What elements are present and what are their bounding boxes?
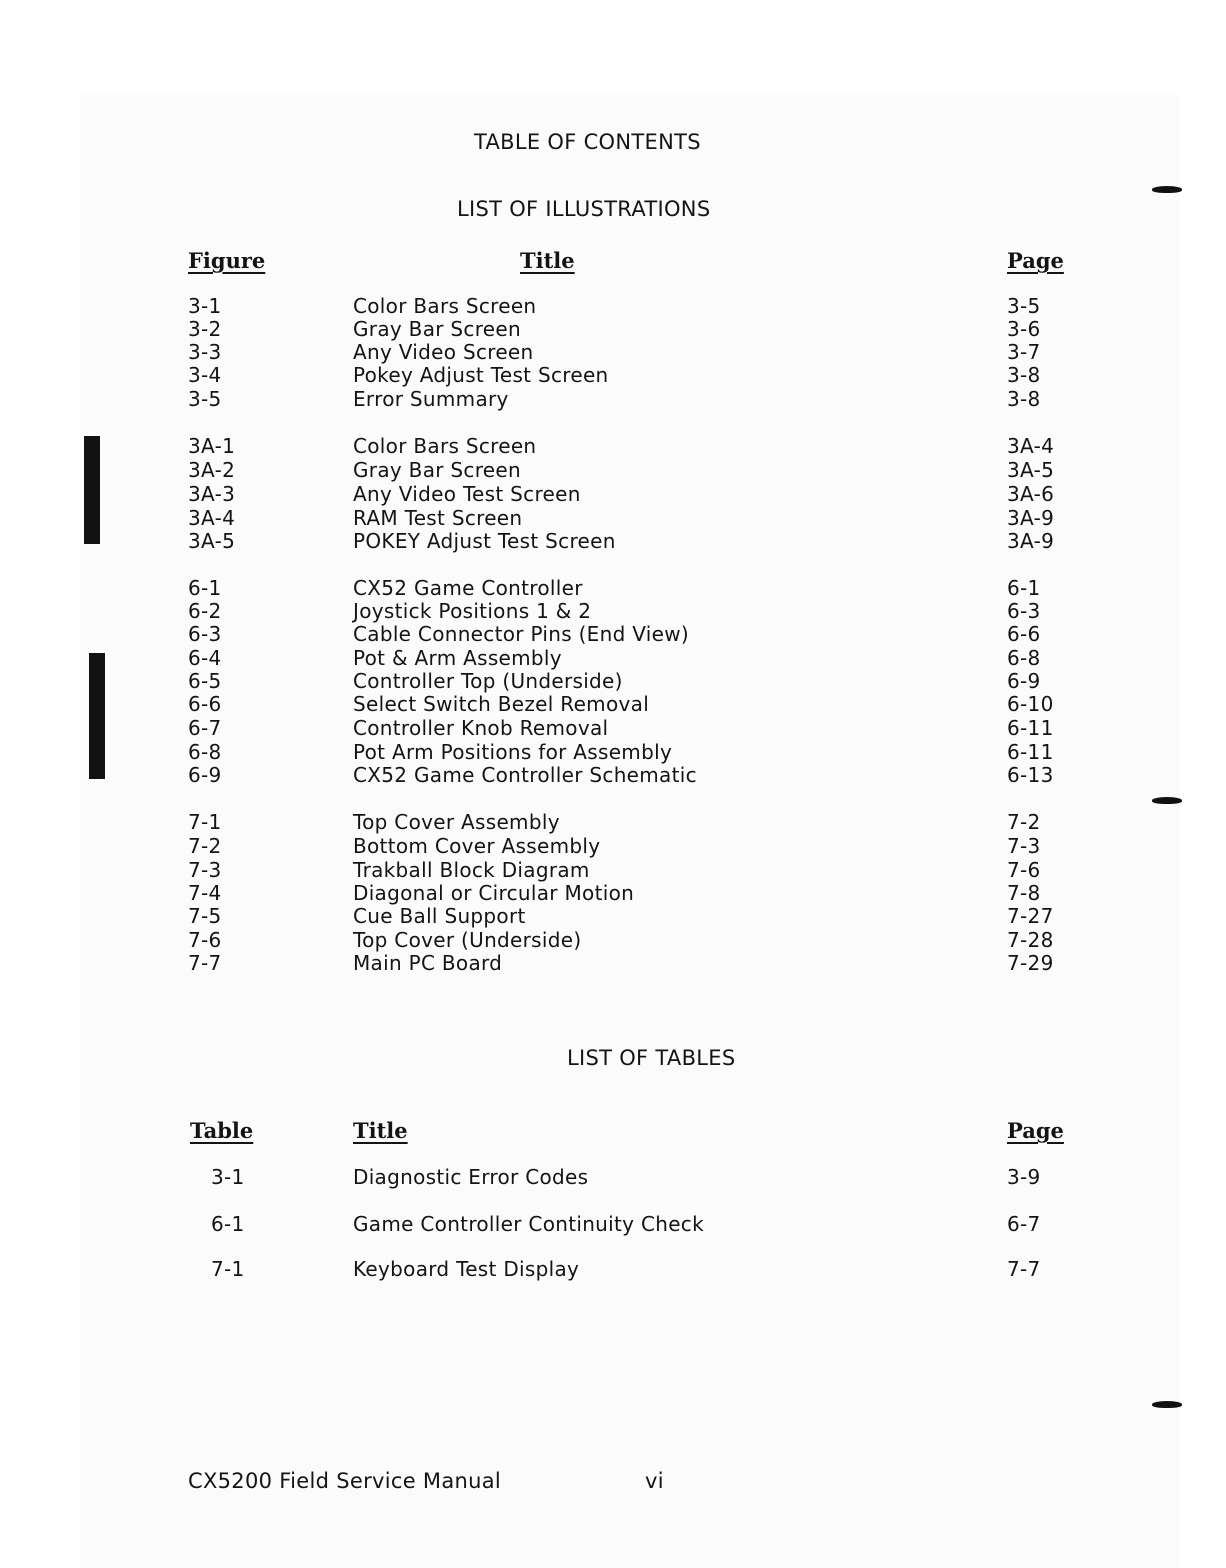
figure-number: 7-3 (188, 858, 222, 882)
figure-title: Main PC Board (353, 951, 503, 975)
list-item (0, 434, 1226, 458)
table-page: 6-7 (1007, 1212, 1041, 1236)
list-item (0, 482, 1226, 506)
figure-title: Any Video Test Screen (353, 482, 581, 506)
figure-page: 3A-5 (1007, 458, 1055, 482)
illustrations-heading: LIST OF ILLUSTRATIONS (457, 197, 711, 221)
table-title: Keyboard Test Display (353, 1257, 580, 1281)
figure-page: 7-27 (1007, 904, 1054, 928)
figure-number: 7-2 (188, 834, 222, 858)
figure-page: 6-10 (1007, 692, 1054, 716)
figure-title: Top Cover Assembly (353, 810, 560, 834)
list-item (0, 1212, 1226, 1236)
figure-number: 3A-1 (188, 434, 236, 458)
figure-page: 7-2 (1007, 810, 1041, 834)
list-item (0, 363, 1226, 387)
figure-title: RAM Test Screen (353, 506, 523, 530)
figure-column-header: Figure (188, 248, 266, 273)
figure-title: CX52 Game Controller (353, 576, 583, 600)
figure-number: 3-4 (188, 363, 222, 387)
footer-page-number: vi (645, 1469, 664, 1493)
figure-number: 6-1 (188, 576, 222, 600)
list-item (0, 529, 1226, 553)
figure-title: Controller Knob Removal (353, 716, 609, 740)
figure-number: 6-2 (188, 599, 222, 623)
figure-page: 3-8 (1007, 387, 1041, 411)
table-number: 3-1 (211, 1165, 245, 1189)
figure-number: 6-3 (188, 622, 222, 646)
figure-title: POKEY Adjust Test Screen (353, 529, 616, 553)
figure-number: 3-1 (188, 294, 222, 318)
figure-page: 7-3 (1007, 834, 1041, 858)
figure-number: 6-4 (188, 646, 222, 670)
figure-number: 3A-4 (188, 506, 236, 530)
list-item (0, 294, 1226, 318)
list-item (0, 340, 1226, 364)
list-item (0, 506, 1226, 530)
figure-page: 3A-6 (1007, 482, 1055, 506)
list-item (0, 928, 1226, 952)
list-item (0, 622, 1226, 646)
list-item (0, 576, 1226, 600)
table-page: 3-9 (1007, 1165, 1041, 1189)
figure-title: Color Bars Screen (353, 434, 537, 458)
figure-title: Controller Top (Underside) (353, 669, 623, 693)
figure-title: Pokey Adjust Test Screen (353, 363, 609, 387)
list-item (0, 951, 1226, 975)
figure-page: 3A-9 (1007, 506, 1055, 530)
list-item (0, 458, 1226, 482)
figure-number: 3A-5 (188, 529, 236, 553)
figure-page: 3-8 (1007, 363, 1041, 387)
figure-page: 6-3 (1007, 599, 1041, 623)
figure-page: 6-13 (1007, 763, 1054, 787)
list-item (0, 646, 1226, 670)
table-number: 6-1 (211, 1212, 245, 1236)
figure-number: 7-4 (188, 881, 222, 905)
list-item (0, 763, 1226, 787)
figure-page: 3-6 (1007, 317, 1041, 341)
table-page-column-header: Page (1007, 1118, 1064, 1143)
figure-number: 7-7 (188, 951, 222, 975)
list-item (0, 810, 1226, 834)
list-item (0, 317, 1226, 341)
figure-title: Gray Bar Screen (353, 317, 521, 341)
figure-page: 3A-4 (1007, 434, 1055, 458)
figure-page: 3-5 (1007, 294, 1041, 318)
figure-title: Pot & Arm Assembly (353, 646, 562, 670)
table-title-column-header: Title (353, 1118, 408, 1143)
list-item (0, 669, 1226, 693)
title-column-header: Title (520, 248, 575, 273)
figure-number: 3A-3 (188, 482, 236, 506)
figure-title: Color Bars Screen (353, 294, 537, 318)
figure-number: 6-8 (188, 740, 222, 764)
figure-number: 6-6 (188, 692, 222, 716)
table-column-header: Table (190, 1118, 254, 1143)
list-item (0, 740, 1226, 764)
figure-number: 7-5 (188, 904, 222, 928)
figure-title: Cable Connector Pins (End View) (353, 622, 690, 646)
figure-title: Error Summary (353, 387, 509, 411)
figure-number: 3-3 (188, 340, 222, 364)
figure-title: CX52 Game Controller Schematic (353, 763, 697, 787)
figure-title: Bottom Cover Assembly (353, 834, 601, 858)
figure-page: 7-28 (1007, 928, 1054, 952)
list-item (0, 1165, 1226, 1189)
figure-number: 6-9 (188, 763, 222, 787)
list-item (0, 1257, 1226, 1281)
figure-number: 3-2 (188, 317, 222, 341)
table-page: 7-7 (1007, 1257, 1041, 1281)
figure-number: 7-6 (188, 928, 222, 952)
figure-page: 3-7 (1007, 340, 1041, 364)
list-item (0, 387, 1226, 411)
toc-heading: TABLE OF CONTENTS (474, 130, 701, 154)
figure-page: 7-29 (1007, 951, 1054, 975)
punch-mark (1152, 797, 1182, 804)
punch-mark (1152, 186, 1182, 193)
figure-title: Top Cover (Underside) (353, 928, 582, 952)
figure-number: 7-1 (188, 810, 222, 834)
figure-title: Select Switch Bezel Removal (353, 692, 650, 716)
table-number: 7-1 (211, 1257, 245, 1281)
figure-title: Any Video Screen (353, 340, 534, 364)
figure-title: Cue Ball Support (353, 904, 526, 928)
figure-number: 6-7 (188, 716, 222, 740)
figure-page: 6-6 (1007, 622, 1041, 646)
tables-heading: LIST OF TABLES (567, 1046, 736, 1070)
figure-title: Pot Arm Positions for Assembly (353, 740, 673, 764)
figure-page: 6-1 (1007, 576, 1041, 600)
list-item (0, 858, 1226, 882)
figure-title: Diagonal or Circular Motion (353, 881, 635, 905)
table-title: Diagnostic Error Codes (353, 1165, 589, 1189)
figure-number: 6-5 (188, 669, 222, 693)
list-item (0, 834, 1226, 858)
list-item (0, 599, 1226, 623)
table-title: Game Controller Continuity Check (353, 1212, 704, 1236)
figure-page: 6-8 (1007, 646, 1041, 670)
figure-page: 3A-9 (1007, 529, 1055, 553)
figure-page: 6-11 (1007, 716, 1054, 740)
figure-number: 3-5 (188, 387, 222, 411)
figure-title: Joystick Positions 1 & 2 (353, 599, 592, 623)
punch-mark (1152, 1401, 1182, 1408)
list-item (0, 692, 1226, 716)
list-item (0, 904, 1226, 928)
list-item (0, 716, 1226, 740)
figure-page: 6-11 (1007, 740, 1054, 764)
figure-title: Trakball Block Diagram (353, 858, 590, 882)
figure-page: 6-9 (1007, 669, 1041, 693)
figure-number: 3A-2 (188, 458, 236, 482)
figure-page: 7-8 (1007, 881, 1041, 905)
figure-page: 7-6 (1007, 858, 1041, 882)
footer-manual-title: CX5200 Field Service Manual (188, 1469, 502, 1493)
list-item (0, 881, 1226, 905)
page-column-header: Page (1007, 248, 1064, 273)
figure-title: Gray Bar Screen (353, 458, 521, 482)
